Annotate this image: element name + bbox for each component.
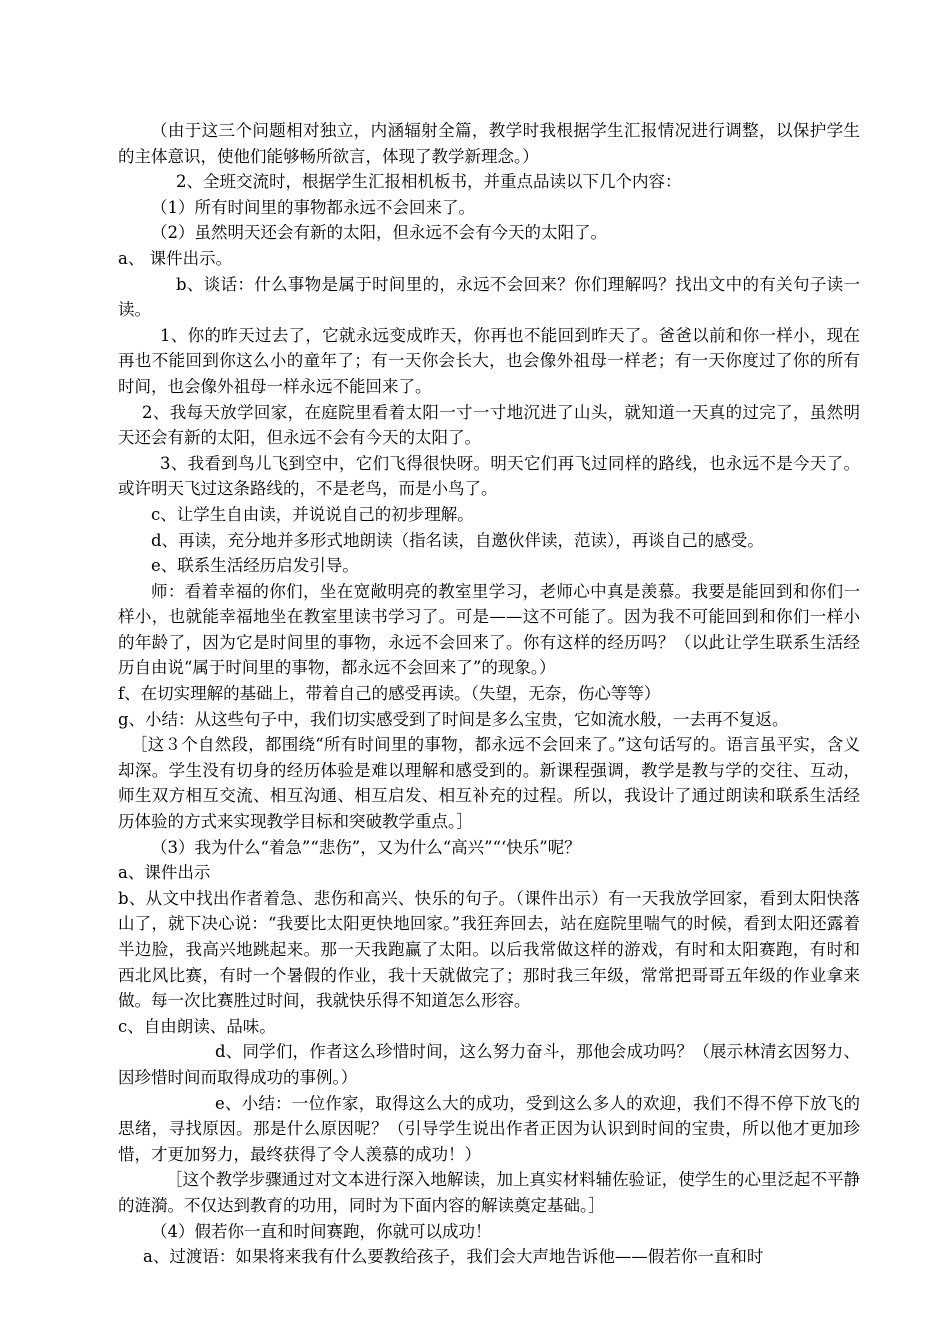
paragraph: ［这３个自然段，都围绕“所有时间里的事物，都永远不会回来了。”这句话写的。语言虽平实，含义却深。学生没有切身的经历体验是难以理解和感受到的。新课程强调，教学是教与学的交往、互动，师生双方相互交流、相互沟通、相互启发、相互补充的过程。所以，我设计了通过朗读和联系生活经历体验的方式来实现教学目标和突破教学重点。］ [118, 735, 860, 832]
paragraph: 3、我看到鸟儿飞到空中，它们飞得很快呀。明天它们再飞过同样的路线，也永远不是今天了。或许明天飞过这条路线的，不是老鸟，而是小鸟了。 [118, 453, 860, 499]
paragraph: g、小结：从这些句子中，我们切实感受到了时间是多么宝贵，它如流水般，一去再不复返。 [118, 709, 789, 729]
paragraph: d、同学们，作者这么珍惜时间，这么努力奋斗，那他会成功吗？（展示林清玄因努力、因珍惜时间而取得成功的事例。） [118, 1042, 860, 1087]
paragraph: （3）我为什么“着急”“悲伤”，又为什么“高兴”“‘快乐”呢？ [151, 837, 581, 857]
paragraph: a、课件出示 [118, 863, 211, 883]
paragraph: e、联系生活经历启发引导。 [151, 556, 359, 576]
paragraph: （4）假若你一直和时间赛跑，你就可以成功！ [151, 1221, 492, 1241]
paragraph: （1）所有时间里的事物都永远不会回来了。 [151, 197, 475, 217]
document-page [118, 118, 860, 1270]
paragraph: b、从文中找出作者着急、悲伤和高兴、快乐的句子。（课件出示）有一天我放学回家，看到太阳快落山了，就下决心说：“我要比太阳更快地回家。”我狂奔回去，站在庭院里喘气的时候，看到太阳还露着半边脸，我高兴地跳起来。那一天我跑赢了太阳。以后我常做这样的游戏，有时和太阳赛跑，有时和西北风比赛，有时一个暑假的作业，我十天就做完了；那时我三年级，常常把哥哥五年级的作业拿来做。每一次比赛胜过时间，我就快乐得不知道怎么形容。 [118, 888, 860, 1011]
paragraph: a、过渡语：如果将来我有什么要教给孩子，我们会大声地告诉他——假若你一直和时 [143, 1247, 764, 1267]
paragraph: e、小结：一位作家，取得这么大的成功，受到这么多人的欢迎，我们不得不停下放飞的思绪，寻找原因。那是什么原因呢？（引导学生说出作者正因为认识到时间的宝贵，所以他才更加珍惜，才更加努力，最终获得了令人羡慕的成功！） [118, 1093, 860, 1164]
paragraph: （2）虽然明天还会有新的太阳，但永远不会有今天的太阳了。 [151, 223, 607, 243]
paragraph: a、 课件出示。 [118, 248, 233, 268]
paragraph: 1、你的昨天过去了，它就永远变成昨天，你再也不能回到昨天了。爸爸以前和你一样小，现在再也不能回到你这么小的童年了；有一天你会长大，也会像外祖母一样老；有一天你度过了你的所有时间，也会像外祖母一样永远不能回来了。 [118, 325, 860, 396]
paragraph: （由于这三个问题相对独立，内涵辐射全篇，教学时我根据学生汇报情况进行调整，以保护学生的主体意识，使他们能够畅所欲言，体现了教学新理念。） [118, 121, 860, 166]
paragraph: b、谈话：什么事物是属于时间里的，永远不会回来？你们理解吗？找出文中的有关句子读一读。 [118, 274, 860, 320]
paragraph: ［这个教学步骤通过对文本进行深入地解读，加上真实材料辅佐验证，使学生的心里泛起不平静的涟漪。不仅达到教育的功用，同时为下面内容的解读奠定基础。］ [118, 1170, 860, 1215]
paragraph: d、再读，充分地并多形式地朗读（指名读，自邀伙伴读，范读），再谈自己的感受。 [151, 530, 764, 550]
paragraph: 2、全班交流时，根据学生汇报相机板书，并重点品读以下几个内容： [176, 172, 682, 192]
paragraph: 2、我每天放学回家，在庭院里看着太阳一寸一寸地沉进了山头，就知道一天真的过完了，虽然明天还会有新的太阳，但永远不会有今天的太阳了。 [118, 402, 860, 448]
paragraph: c、让学生自由读，并说说自己的初步理解。 [151, 504, 474, 524]
paragraph: f、在切实理解的基础上，带着自己的感受再读。（失望，无奈，伤心等等） [118, 684, 661, 704]
paragraph: c、自由朗读、品味。 [118, 1016, 276, 1036]
paragraph: 师：看着幸福的你们，坐在宽敞明亮的教室里学习，老师心中真是羡慕。我要是能回到和你们一样小，也就能幸福地坐在教室里读书学习了。可是——这不可能了。因为我不可能回到和你们一样小的年龄了，因为它是时间里的事物，永远不会回来了。你有这样的经历吗？（以此让学生联系生活经历自由说“属于时间里的事物，都永远不会回来了”的现象。） [118, 581, 860, 678]
